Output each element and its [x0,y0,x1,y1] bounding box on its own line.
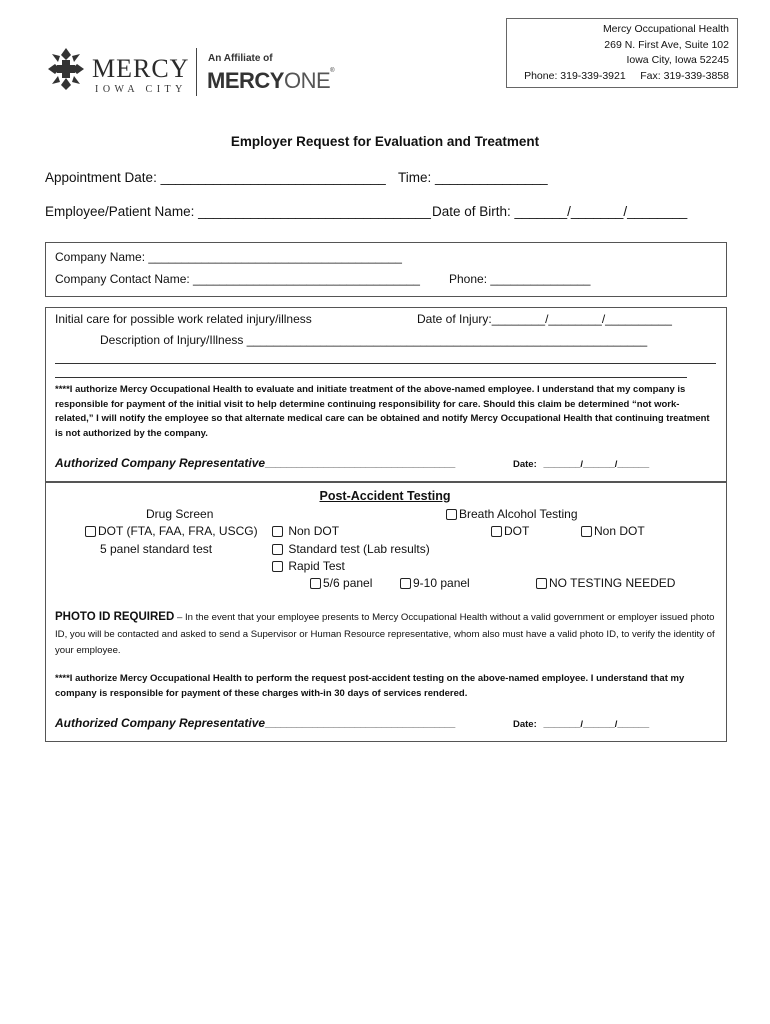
rapid-test-label: Rapid Test [288,559,345,573]
rep-line[interactable]: ____________________________________ [265,459,456,470]
checkbox-icon[interactable] [272,526,283,537]
dot-drug-label: DOT (FTA, FAA, FRA, USCG) [98,524,258,538]
breath-dot-label: DOT [504,524,530,538]
dot-drug-option[interactable] [85,524,258,538]
date-line[interactable]: _______/______/______ [543,719,650,730]
checkbox-icon[interactable] [400,578,411,589]
date-of-injury-field[interactable]: Date of Injury:________/________/__________ [417,312,672,326]
breath-non-dot-label: Non DOT [594,524,645,538]
affiliate-text: An Affiliate of [208,53,273,64]
breath-alcohol-option[interactable] [446,507,578,521]
drug-screen-label: Drug Screen [146,507,214,521]
signature-date-2[interactable] [513,716,649,730]
date-of-birth-field[interactable]: Date of Birth: _______/_______/________ [432,204,688,219]
appointment-date-field[interactable]: Appointment Date: ______________________________ [45,170,386,185]
description-line[interactable] [55,377,687,378]
description-line[interactable] [55,363,716,364]
breath-dot-option[interactable] [491,524,529,538]
iowa-city-logo-text: IOWA CITY [95,84,187,95]
checkbox-icon[interactable] [85,526,96,537]
checkbox-icon[interactable] [446,509,457,520]
logo-divider [196,48,197,96]
rep-label: Authorized Company Representative [55,716,266,730]
no-testing-option[interactable] [536,576,675,590]
address-line: 269 N. First Ave, Suite 102 [604,38,729,51]
form-title: Employer Request for Evaluation and Treatment [230,134,540,149]
rep-line[interactable]: ____________________________________ [265,719,456,730]
representative-signature-1[interactable] [55,456,455,470]
mercyone-logo-b: ONE [283,68,331,93]
non-dot-label: Non DOT [288,524,340,538]
date-line[interactable]: _______/______/______ [543,459,650,470]
post-accident-testing-heading: Post-Accident Testing [319,489,451,503]
mercyone-logo-a: MERCY [207,68,284,93]
rep-label: Authorized Company Representative [55,456,266,470]
injury-description-field[interactable]: Description of Injury/Illness ____________________________________________________________ [100,333,648,347]
mercy-logo-text: MERCY [92,54,190,83]
photo-id-notice [55,609,717,660]
mercyone-logo [207,68,334,94]
standard-test-label: Standard test (Lab results) [288,542,430,556]
five-panel-label: 5 panel standard test [100,542,213,556]
non-dot-drug-option[interactable] [272,524,339,538]
standard-test-option[interactable] [272,542,430,556]
signature-date-1[interactable] [513,456,649,470]
address-line: Iowa City, Iowa 52245 [626,54,729,66]
treatment-authorization-text: ****I authorize Mercy Occupational Health to evaluate and initiate treatment of the above-named employee. I understand that my company is responsible for payment of the initial visit to help determine continuing responsibility for care. Should this claim be determined “not work-related,” I will notify the employee so that alternate medical care can be obtained and notify Mercy Occupational Health that continuing treatment is not authorized by the company. [55,384,710,439]
checkbox-icon[interactable] [272,561,283,572]
address-line: Mercy Occupational Health [602,23,729,35]
mercy-cross-logo-icon [44,46,88,92]
testing-authorization-text: ****I authorize Mercy Occupational Health to perform the request post-accident testing on the above-named employee. I understand that my company is responsible for payment of these charges with-in 30 days of services rendered. [55,673,685,699]
company-phone-field[interactable]: Phone: _______________ [449,272,591,286]
mercyone-logo-tm: ® [330,68,335,74]
photo-id-text: – In the event that your employee presents to Mercy Occupational Health without a valid government or employer issued photo ID, you will be contacted and asked to send a Supervisor or Human Resource representative, whom also must have a valid photo ID, to verify the identity of your employee. [55,612,715,656]
no-testing-label: NO TESTING NEEDED [549,576,676,590]
checkbox-icon[interactable] [491,526,502,537]
representative-signature-2[interactable] [55,716,455,730]
checkbox-icon[interactable] [581,526,592,537]
breath-alcohol-label: Breath Alcohol Testing [459,507,578,521]
panel-56-option[interactable] [310,576,372,590]
checkbox-icon[interactable] [272,544,283,555]
panel-56-label: 5/6 panel [323,576,373,590]
rapid-test-option[interactable] [272,559,345,573]
checkbox-icon[interactable] [536,578,547,589]
address-line: Phone: 319-339-3921 Fax: 319-339-3858 [524,69,729,82]
employee-name-field[interactable]: Employee/Patient Name: _______________________________ [45,204,431,219]
initial-care-label: Initial care for possible work related injury/illness [55,312,312,326]
date-label: Date: [513,459,537,470]
company-name-field[interactable]: Company Name: ______________________________________ [55,250,402,264]
date-label: Date: [513,719,537,730]
panel-910-label: 9-10 panel [413,576,470,590]
photo-id-title: PHOTO ID REQUIRED [55,611,175,623]
appointment-time-field[interactable]: Time: _______________ [398,170,548,185]
checkbox-icon[interactable] [310,578,321,589]
breath-non-dot-option[interactable] [581,524,645,538]
panel-910-option[interactable] [400,576,470,590]
address-box [506,18,738,88]
company-contact-field[interactable]: Company Contact Name: __________________________________ [55,272,420,286]
